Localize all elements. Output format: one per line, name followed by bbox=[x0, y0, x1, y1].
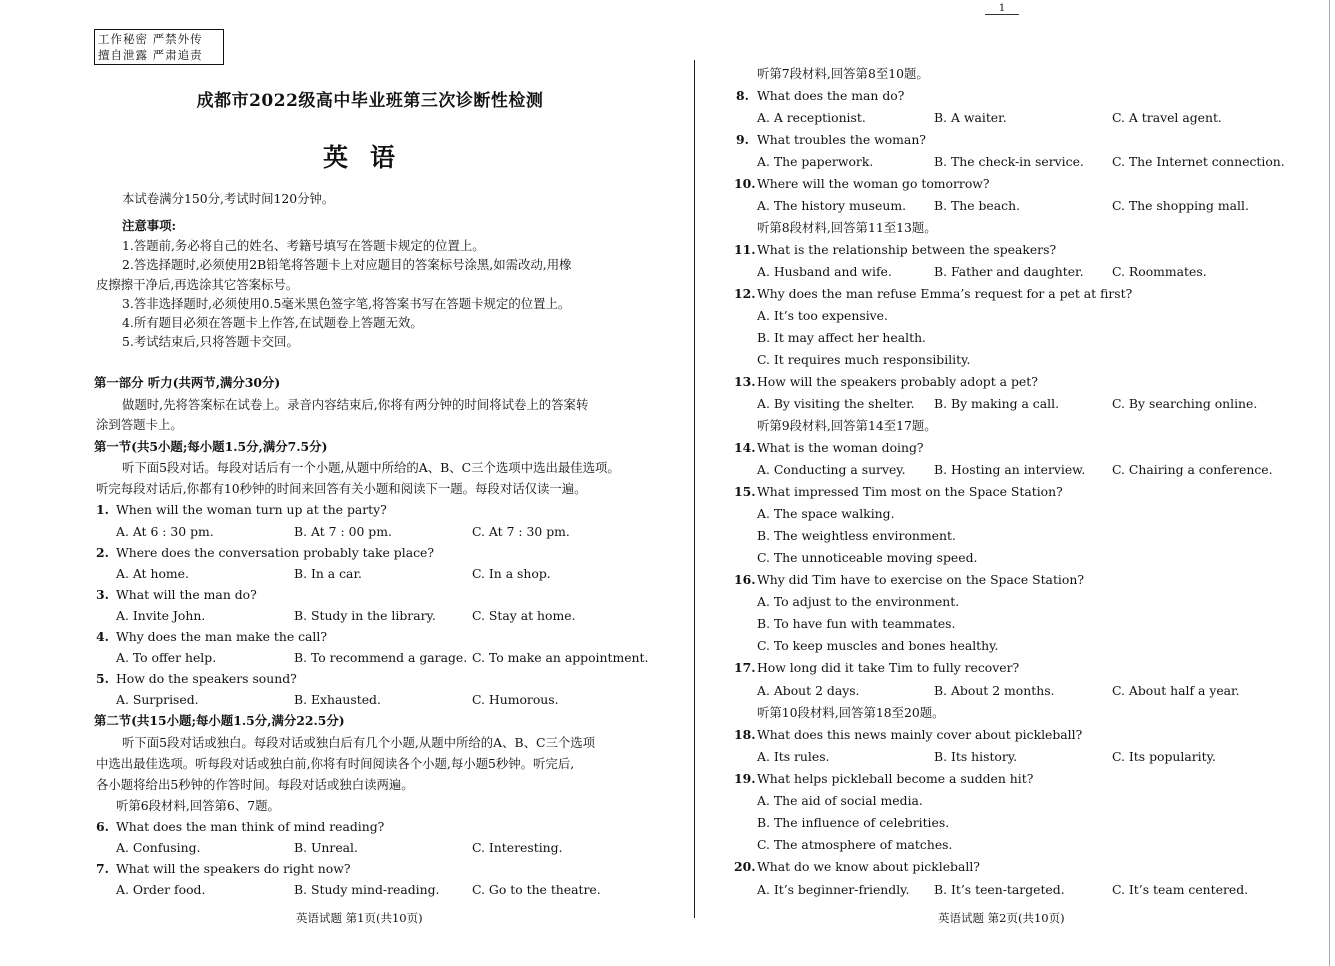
question-stem: Why did Tim have to exercise on the Space Station? bbox=[757, 572, 1084, 587]
question-number: 3. bbox=[96, 587, 109, 602]
option-c: C. By searching online. bbox=[1112, 396, 1258, 411]
option-b: B. The beach. bbox=[934, 198, 1021, 213]
option-a: A. To adjust to the environment. bbox=[757, 594, 960, 609]
option-a: A. About 2 days. bbox=[757, 683, 860, 698]
option-a: A. Husband and wife. bbox=[757, 264, 892, 279]
notice-4: 4.所有题目必须在答题卡上作答,在试题卷上答题无效。 bbox=[122, 315, 423, 330]
option-a: A. At 6 : 30 pm. bbox=[116, 524, 214, 539]
option-c: C. About half a year. bbox=[1112, 683, 1240, 698]
page-edge bbox=[1329, 0, 1330, 966]
option-b: B. To recommend a garage. bbox=[294, 650, 468, 665]
question-stem: Where does the conversation probably take place? bbox=[116, 545, 435, 560]
question-number: 20. bbox=[734, 859, 756, 874]
option-b: B. A waiter. bbox=[934, 110, 1007, 125]
option-a: A. Surprised. bbox=[116, 692, 199, 707]
option-c: C. The atmosphere of matches. bbox=[757, 837, 953, 852]
question-stem: What does the man think of mind reading? bbox=[116, 819, 385, 834]
question-number: 14. bbox=[734, 440, 756, 455]
option-c: C. It’s team centered. bbox=[1112, 882, 1249, 897]
question-stem: How will the speakers probably adopt a pet? bbox=[757, 374, 1038, 389]
option-b: B. By making a call. bbox=[934, 396, 1060, 411]
option-c: C. Go to the theatre. bbox=[472, 882, 601, 897]
score-time: 本试卷满分150分,考试时间120分钟。 bbox=[122, 191, 335, 206]
question-stem: Why does the man make the call? bbox=[116, 629, 328, 644]
question-number: 7. bbox=[96, 861, 109, 876]
question-number: 2. bbox=[96, 545, 109, 560]
question-stem: What troubles the woman? bbox=[757, 132, 926, 147]
question-stem: What will the man do? bbox=[116, 587, 257, 602]
section2-heading: 第二节(共15小题;每小题1.5分,满分22.5分) bbox=[94, 713, 345, 728]
top-page-mark: 1 bbox=[985, 4, 1019, 15]
section2-c: 各小题将给出5秒钟的作答时间。每段对话或独白读两遍。 bbox=[96, 777, 414, 792]
option-b: B. Hosting an interview. bbox=[934, 462, 1086, 477]
question-number: 12. bbox=[734, 286, 756, 301]
section1-heading: 第一节(共5小题;每小题1.5分,满分7.5分) bbox=[94, 439, 328, 454]
material-10-note: 听第10段材料,回答第18至20题。 bbox=[757, 705, 945, 720]
notice-5: 5.考试结束后,只将答题卡交回。 bbox=[122, 334, 299, 349]
option-c: C. Stay at home. bbox=[472, 608, 576, 623]
option-b: B. Father and daughter. bbox=[934, 264, 1084, 279]
option-a: A. The space walking. bbox=[757, 506, 895, 521]
option-a: A. It’s beginner-friendly. bbox=[757, 882, 910, 897]
option-c: C. Roommates. bbox=[1112, 264, 1207, 279]
question-stem: What impressed Tim most on the Space Station? bbox=[757, 484, 1063, 499]
section1-a: 听下面5段对话。每段对话后有一个小题,从题中所给的A、B、C三个选项中选出最佳选项。 bbox=[122, 460, 620, 475]
section2-b: 中选出最佳选项。听每段对话或独白前,你将有时间阅读各个小题,每小题5秒钟。听完后, bbox=[96, 756, 575, 771]
option-b: B. The influence of celebrities. bbox=[757, 815, 950, 830]
question-number: 17. bbox=[734, 660, 756, 675]
part1-intro-a: 做题时,先将答案标在试卷上。录音内容结束后,你将有两分钟的时间将试卷上的答案转 bbox=[122, 397, 589, 412]
notice-3: 3.答非选择题时,必须使用0.5毫米黑色签字笔,将答案书写在答题卡规定的位置上。 bbox=[122, 296, 571, 311]
option-b: B. At 7 : 00 pm. bbox=[294, 524, 392, 539]
question-number: 13. bbox=[734, 374, 756, 389]
material-9-note: 听第9段材料,回答第14至17题。 bbox=[757, 418, 937, 433]
option-c: C. To make an appointment. bbox=[472, 650, 649, 665]
question-number: 19. bbox=[734, 771, 756, 786]
option-b: B. It’s teen-targeted. bbox=[934, 882, 1065, 897]
material-6-note: 听第6段材料,回答第6、7题。 bbox=[116, 798, 280, 813]
question-number: 10. bbox=[734, 176, 756, 191]
question-stem: What do we know about pickleball? bbox=[757, 859, 980, 874]
option-a: A. The aid of social media. bbox=[757, 793, 923, 808]
confidential-stamp bbox=[94, 29, 224, 65]
option-a: A. Its rules. bbox=[757, 749, 830, 764]
option-b: B. To have fun with teammates. bbox=[757, 616, 956, 631]
question-number: 5. bbox=[96, 671, 109, 686]
question-number: 16. bbox=[734, 572, 756, 587]
subject-title: 英语 bbox=[322, 143, 417, 172]
question-stem: What does the man do? bbox=[757, 88, 905, 103]
option-c: C. At 7 : 30 pm. bbox=[472, 524, 570, 539]
question-stem: How long did it take Tim to fully recover? bbox=[757, 660, 1020, 675]
option-a: A. By visiting the shelter. bbox=[757, 396, 915, 411]
option-c: C. To keep muscles and bones healthy. bbox=[757, 638, 999, 653]
material-8-note: 听第8段材料,回答第11至13题。 bbox=[757, 220, 937, 235]
part1-intro-b: 涂到答题卡上。 bbox=[96, 417, 183, 432]
option-c: C. The shopping mall. bbox=[1112, 198, 1249, 213]
question-number: 11. bbox=[734, 242, 756, 257]
option-c: C. It requires much responsibility. bbox=[757, 352, 971, 367]
question-number: 18. bbox=[734, 727, 756, 742]
question-stem: What does this news mainly cover about pickleball? bbox=[757, 727, 1083, 742]
notice-2a: 2.答选择题时,必须使用2B铅笔将答题卡上对应题目的答案标号涂黑,如需改动,用橡 bbox=[122, 257, 572, 272]
option-c: C. The Internet connection. bbox=[1112, 154, 1285, 169]
question-number: 9. bbox=[736, 132, 749, 147]
material-7-note: 听第7段材料,回答第8至10题。 bbox=[757, 66, 929, 81]
question-number: 8. bbox=[736, 88, 749, 103]
option-b: B. It may affect her health. bbox=[757, 330, 926, 345]
exam-title: 成都市2022级高中毕业班第三次诊断性检测 bbox=[196, 91, 544, 111]
page-footer-right: 英语试题 第2页(共10页) bbox=[938, 911, 1065, 925]
question-stem: Where will the woman go tomorrow? bbox=[757, 176, 990, 191]
notice-1: 1.答题前,务必将自己的姓名、考籍号填写在答题卡规定的位置上。 bbox=[122, 238, 485, 253]
option-c: C. Humorous. bbox=[472, 692, 559, 707]
option-a: A. It’s too expensive. bbox=[757, 308, 888, 323]
option-b: B. About 2 months. bbox=[934, 683, 1055, 698]
option-c: C. In a shop. bbox=[472, 566, 551, 581]
notice-2b: 皮擦擦干净后,再选涂其它答案标号。 bbox=[96, 277, 299, 292]
option-a: A. Conducting a survey. bbox=[757, 462, 906, 477]
option-a: A. Invite John. bbox=[116, 608, 206, 623]
question-number: 1. bbox=[96, 502, 109, 517]
section1-b: 听完每段对话后,你都有10秒钟的时间来回答有关小题和阅读下一题。每段对话仅读一遍。 bbox=[96, 481, 587, 496]
option-a: A. Order food. bbox=[116, 882, 206, 897]
option-a: A. At home. bbox=[116, 566, 189, 581]
stamp-line-1: 工作秘密 严禁外传 bbox=[98, 32, 203, 46]
question-stem: What is the woman doing? bbox=[757, 440, 924, 455]
option-c: C. Interesting. bbox=[472, 840, 563, 855]
column-divider bbox=[694, 60, 695, 918]
option-b: B. In a car. bbox=[294, 566, 362, 581]
option-c: C. A travel agent. bbox=[1112, 110, 1222, 125]
part1-heading: 第一部分 听力(共两节,满分30分) bbox=[94, 375, 281, 390]
notice-title: 注意事项: bbox=[122, 218, 177, 233]
option-c: C. Its popularity. bbox=[1112, 749, 1216, 764]
question-number: 6. bbox=[96, 819, 109, 834]
question-stem: What is the relationship between the speakers? bbox=[757, 242, 1057, 257]
page-footer-left: 英语试题 第1页(共10页) bbox=[296, 911, 423, 925]
question-stem: What helps pickleball become a sudden hit? bbox=[757, 771, 1034, 786]
question-stem: What will the speakers do right now? bbox=[116, 861, 351, 876]
option-a: A. Confusing. bbox=[116, 840, 201, 855]
option-c: C. Chairing a conference. bbox=[1112, 462, 1273, 477]
option-b: B. Unreal. bbox=[294, 840, 358, 855]
option-b: B. Study in the library. bbox=[294, 608, 436, 623]
question-number: 4. bbox=[96, 629, 109, 644]
stamp-line-2: 擅自泄露 严肃追责 bbox=[98, 48, 203, 62]
question-stem: When will the woman turn up at the party? bbox=[116, 502, 387, 517]
question-number: 15. bbox=[734, 484, 756, 499]
option-a: A. The paperwork. bbox=[757, 154, 874, 169]
option-a: A. To offer help. bbox=[116, 650, 217, 665]
option-b: B. Its history. bbox=[934, 749, 1018, 764]
option-a: A. A receptionist. bbox=[757, 110, 866, 125]
option-b: B. The check-in service. bbox=[934, 154, 1084, 169]
option-b: B. The weightless environment. bbox=[757, 528, 956, 543]
option-a: A. The history museum. bbox=[757, 198, 907, 213]
option-c: C. The unnoticeable moving speed. bbox=[757, 550, 978, 565]
question-stem: Why does the man refuse Emma’s request for a pet at first? bbox=[757, 286, 1133, 301]
question-stem: How do the speakers sound? bbox=[116, 671, 297, 686]
section2-a: 听下面5段对话或独白。每段对话或独白后有几个小题,从题中所给的A、B、C三个选项 bbox=[122, 735, 596, 750]
option-b: B. Exhausted. bbox=[294, 692, 381, 707]
option-b: B. Study mind-reading. bbox=[294, 882, 440, 897]
